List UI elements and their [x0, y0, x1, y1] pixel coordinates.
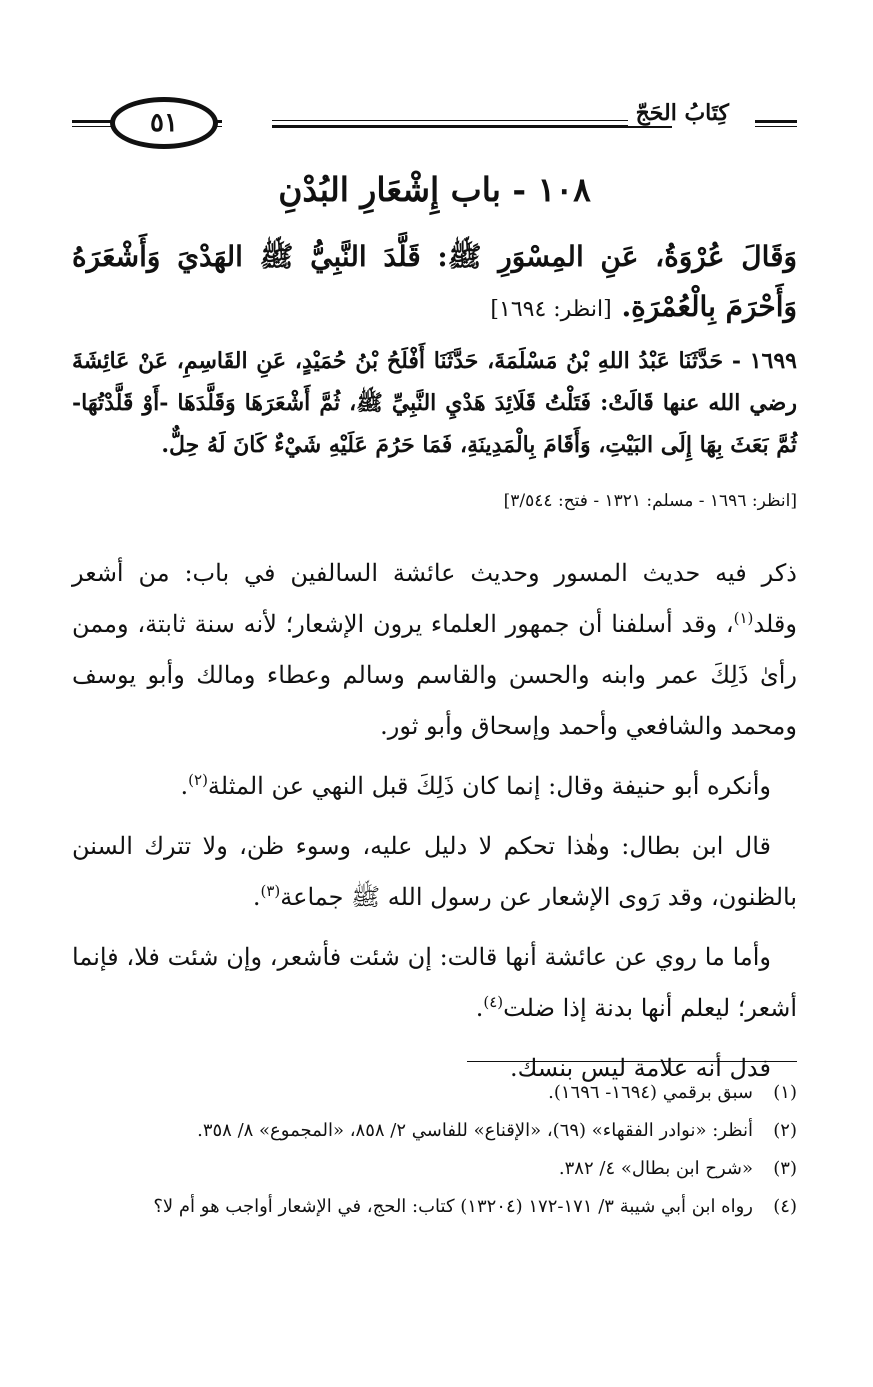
footnote — [72, 1074, 797, 1112]
footnote — [72, 1188, 797, 1226]
taliq-narration — [72, 232, 797, 335]
commentary-text: . — [475, 994, 484, 1022]
commentary-paragraph — [72, 548, 797, 752]
footnote-text: رواه ابن أبي شيبة ٣/ ١٧١-١٧٢ (١٣٢٠٤) كتاب: الحج، في الإشعار أواجب هو أم لا؟ — [153, 1196, 753, 1217]
footnote-marker: (٤) — [483, 993, 504, 1011]
commentary-text: ، وقد أسلفنا أن جمهور العلماء يرون الإشعار؛ لأنه سنة ثابتة، وممن رأىٰ ذَلِكَ عمر وابنه والحسن والقاسم وسالم وعطاء ومالك وأبو يوسف ومحمد والشافعي وأحمد وإسحاق وأبو ثور. — [72, 610, 797, 740]
commentary-text: . — [180, 772, 189, 800]
commentary-text: . — [252, 883, 261, 911]
running-header — [72, 92, 797, 152]
commentary-text: فدل أنه علامة ليس بنسك. — [510, 1054, 771, 1082]
book-title: كِتَابُ الحَجّ — [628, 100, 737, 126]
footnote-marker: (١) — [733, 609, 754, 627]
footnote-text: «شرح ابن بطال» ٤/ ٣٨٢. — [558, 1158, 753, 1179]
footnote-text: سبق برقمي (١٦٩٤- ١٦٩٦). — [548, 1082, 753, 1103]
page-number-frame — [110, 97, 218, 149]
header-rule — [272, 125, 672, 128]
hadith-reference: [انظر: ١٦٩٦ - مسلم: ١٣٢١ - فتح: ٣/٥٤٤] — [503, 491, 797, 511]
commentary-text: وأنكره أبو حنيفة وقال: إنما كان ذَلِكَ قبل النهي عن المثلة — [207, 772, 771, 800]
taliq-reference: [انظر: ١٦٩٤] — [490, 297, 612, 322]
commentary-text: وأما ما روي عن عائشة أنها قالت: إن شئت فأشعر، وإن شئت فلا، فإنما أشعر؛ ليعلم أنها بدنة إذا ضلت — [72, 943, 797, 1022]
header-rule — [755, 126, 797, 127]
taliq-text: وَقَالَ عُرْوَةُ، عَنِ المِسْوَرِ ﷺ: قَلَّدَ النَّبِيُّ ﷺ الهَدْيَ وَأَشْعَرَهُ وَأَحْرَمَ بِالْعُمْرَةِ. — [72, 240, 797, 323]
commentary-paragraph — [72, 761, 797, 812]
header-rule — [272, 120, 672, 121]
commentary — [72, 548, 797, 1103]
footnote-number: (٤) — [773, 1196, 797, 1217]
footnote-number: (٢) — [773, 1120, 797, 1141]
footnote-number: (١) — [773, 1082, 797, 1103]
commentary-paragraph — [72, 821, 797, 923]
chapter-heading: ١٠٨ - باب إِشْعَارِ البُدْنِ — [278, 170, 591, 209]
footnote-separator — [467, 1061, 797, 1062]
commentary-paragraph — [72, 932, 797, 1034]
footnotes — [72, 1074, 797, 1226]
commentary-text: قال ابن بطال: وهٰذا تحكم لا دليل عليه، وسوء ظن، ولا تترك السنن بالظنون، وقد رَوى الإشعار عن رسول الله ﷺ جماعة — [72, 832, 797, 911]
footnote — [72, 1112, 797, 1150]
footnote-number: (٣) — [773, 1158, 797, 1179]
footnote — [72, 1150, 797, 1188]
header-rule — [755, 120, 797, 123]
footnote-marker: (٢) — [188, 771, 208, 789]
page-number: ٥١ — [150, 108, 178, 138]
commentary-text: ذكر فيه حديث المسور وحديث عائشة السالفين في باب: من أشعر وقلد — [72, 559, 797, 638]
footnote-text: أنظر: «نوادر الفقهاء» (٦٩)، «الإقناع» للفاسي ٢/ ٨٥٨، «المجموع» ٨/ ٣٥٨. — [197, 1120, 753, 1141]
footnote-marker: (٣) — [260, 882, 281, 900]
hadith-text: ١٦٩٩ - حَدَّثَنَا عَبْدُ اللهِ بْنُ مَسْلَمَةَ، حَدَّثَنَا أَفْلَحُ بْنُ حُمَيْدٍ، عَنِ القَاسِمِ، عَنْ عَائِشَةَ رضي الله عنها قَالَتْ: فَتَلْتُ قَلَائِدَ هَدْيِ النَّبِيِّ ﷺ، ثُمَّ أَشْعَرَهَا وَقَلَّدَهَا -أَوْ قَلَّدْتُهَا- ثُمَّ بَعَثَ بِهَا إِلَى البَيْتِ، وَأَقَامَ بِالْمَدِينَةِ، فَمَا حَرُمَ عَلَيْهِ شَيْءٌ كَانَ لَهُ حِلٌّ. — [72, 348, 797, 458]
